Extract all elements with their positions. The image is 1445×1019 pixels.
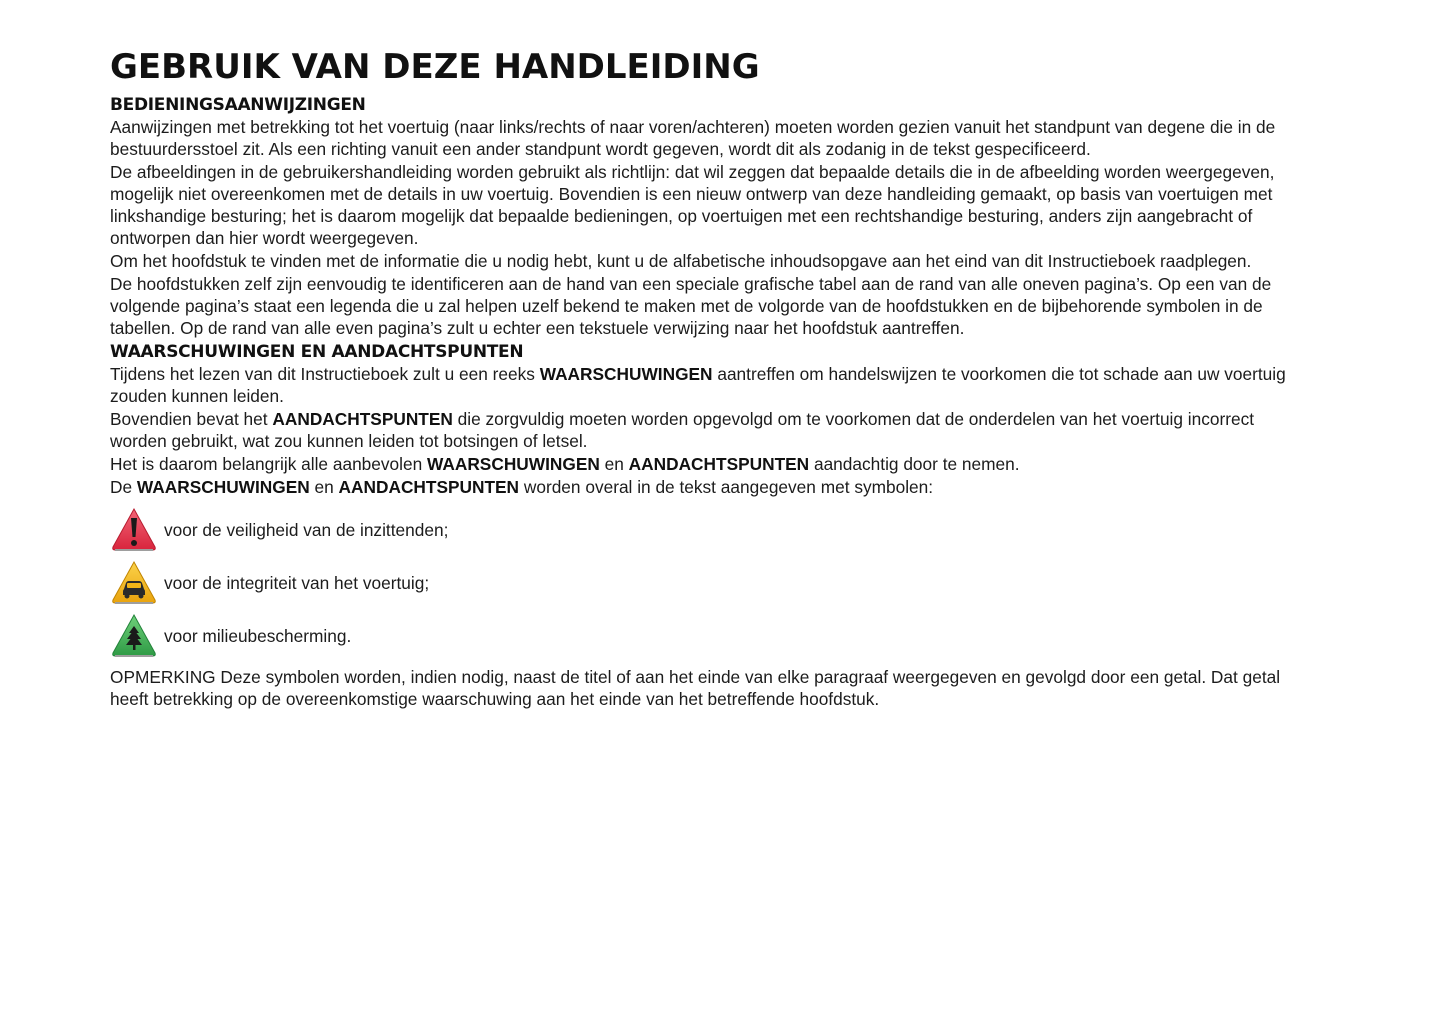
paragraph: Tijdens het lezen van dit Instructieboek zult u een reeks WAARSCHUWINGEN aantreffen om handelswijzen te voorkomen die tot schade aan uw voertuig zouden kunnen leiden. [110, 364, 1286, 406]
paragraph: Om het hoofdstuk te vinden met de informatie die u nodig hebt, kunt u de alfabetische inhoudsopgave aan het eind van dit Instructieboek raadplegen. [110, 251, 1252, 271]
symbol-row-environment [110, 610, 1310, 662]
paragraph: De hoofdstukken zelf zijn eenvoudig te identificeren aan de hand van een speciale grafische tabel aan de rand van alle oneven pagina’s. Op een van de volgende pagina’s staat een legenda die u zal helpen uzelf bekend te maken met de volgorde van de hoofdstukken en de bijbehorende symbolen in de tabellen. Op de rand van alle even pagina’s zult u echter een tekstuele verwijzing naar het hoofdstuk aantreffen. [110, 274, 1272, 338]
note-paragraph: OPMERKING Deze symbolen worden, indien nodig, naast de titel of aan het einde van elke paragraaf weergegeven en gevolgd door een getal. Dat getal heeft betrekking op de overeenkomstige waarschuwing aan het einde van het betreffende hoofdstuk. [110, 667, 1281, 709]
symbol-row-safety [110, 504, 1310, 556]
paragraph: Aanwijzingen met betrekking tot het voertuig (naar links/rechts of naar voren/achteren) moeten worden gezien vanuit het standpunt van degene die in de bestuurdersstoel zit. Als een richting vanuit een ander standpunt wordt gegeven, wordt dit als zodanig in de tekst gespecificeerd. [110, 117, 1276, 159]
paragraph: De WAARSCHUWINGEN en AANDACHTSPUNTEN worden overal in de tekst aangegeven met symbolen: [110, 477, 934, 497]
document-page [110, 46, 1310, 711]
symbol-text-vehicle: voor de integriteit van het voertuig; [164, 573, 430, 593]
paragraph: De afbeeldingen in de gebruikershandleiding worden gebruikt als richtlijn: dat wil zeggen dat bepaalde details die in de afbeelding worden weergegeven, mogelijk niet overeenkomen met de details in uw voertuig. Bovendien is een nieuw ontwerp van deze handleiding gemaakt, op basis van voertuigen met linkshandige besturing; het is daarom mogelijk dat bepaalde bedieningen, op voertuigen met een rechtshandige besturing, anders zijn aangebracht of ontworpen dan hier wordt weergegeven. [110, 162, 1275, 248]
symbol-text-environment: voor milieubescherming. [164, 626, 352, 646]
section-heading-waarschuwingen: WAARSCHUWINGEN EN AANDACHTSPUNTEN [110, 342, 524, 362]
symbol-text-safety: voor de veiligheid van de inzittenden; [164, 520, 449, 540]
green-tree-environment-icon [110, 612, 158, 660]
symbol-row-vehicle [110, 557, 1310, 609]
red-exclamation-warning-icon [110, 506, 158, 554]
section-heading-bedieningsaanwijzingen: BEDIENINGSAANWIJZINGEN [110, 95, 366, 115]
paragraph: Het is daarom belangrijk alle aanbevolen WAARSCHUWINGEN en AANDACHTSPUNTEN aandachtig door te nemen. [110, 454, 1020, 474]
page-title: GEBRUIK VAN DEZE HANDLEIDING [110, 47, 760, 87]
yellow-vehicle-warning-icon [110, 559, 158, 607]
paragraph: Bovendien bevat het AANDACHTSPUNTEN die zorgvuldig moeten worden opgevolgd om te voorkomen dat de onderdelen van het voertuig incorrect worden gebruikt, wat zou kunnen leiden tot botsingen of letsel. [110, 409, 1255, 451]
